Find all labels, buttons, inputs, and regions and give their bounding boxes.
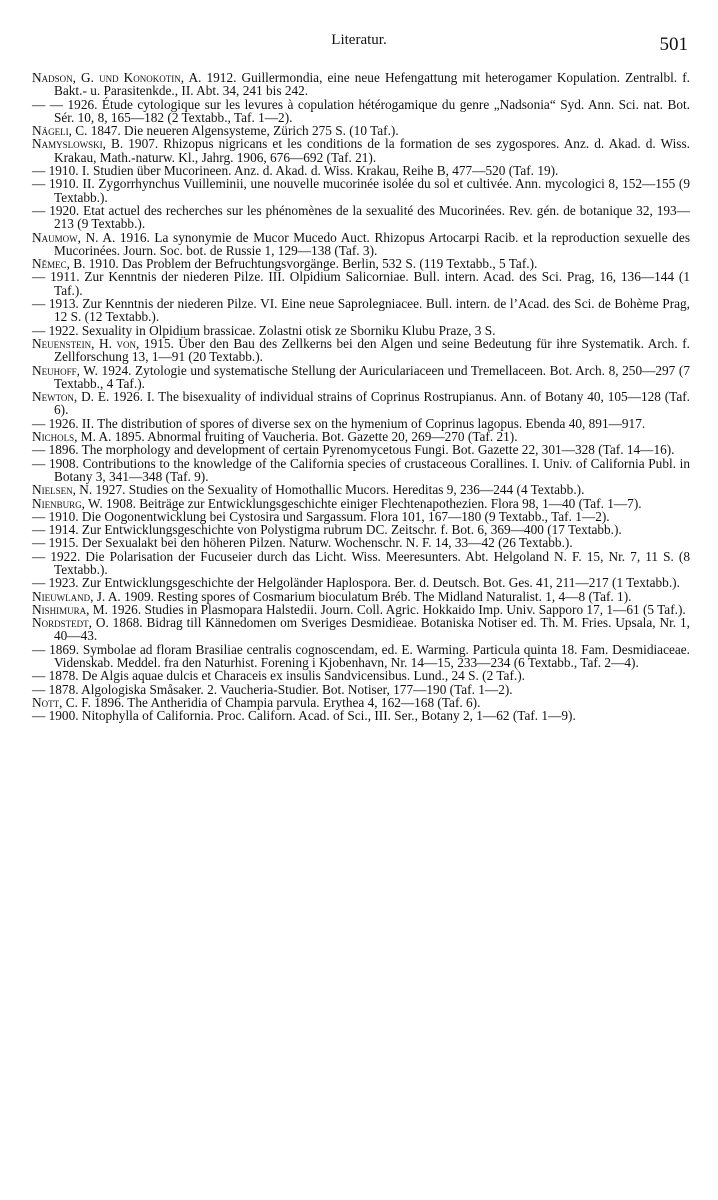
entry-text: — 1922. Sexuality in Olpidium brassicae. Zolastni otisk ze Sborniku Klubu Praze, 3 S. <box>32 322 496 338</box>
entry-text: — 1900. Nitophylla of California. Proc. Californ. Acad. of Sci., III. Ser., Botany 2, 1—62 (Taf. 1—9). <box>32 708 576 724</box>
entry-text: — 1911. Zur Kenntnis der niederen Pilze. III. Olpidium Salicorniae. Bull. intern. Acad. des Sci. Prag, 16, 136—144 (1 Taf.). <box>32 269 690 298</box>
bibliography-entry <box>32 430 690 443</box>
bibliography-entry <box>32 71 690 98</box>
bibliography-entry <box>32 510 690 523</box>
entry-author: Nieuwland, J. A. <box>32 588 121 604</box>
bibliography-entry <box>32 337 690 364</box>
bibliography-entry <box>32 576 690 589</box>
bibliography-entry <box>32 270 690 297</box>
bibliography-entry <box>32 98 690 125</box>
entry-text: — 1878. Algologiska Småsaker. 2. Vaucheria-Studier. Bot. Notiser, 177—190 (Taf. 1—2). <box>32 681 513 697</box>
bibliography-entry <box>32 457 690 484</box>
bibliography-entry <box>32 669 690 682</box>
running-header <box>0 30 718 54</box>
bibliography-entry <box>32 523 690 536</box>
entry-author: Nordstedt, O. <box>32 615 109 631</box>
entry-author: Nielsen, N. <box>32 482 93 498</box>
bibliography-entry <box>32 417 690 430</box>
entry-author: Naumow, N. A. <box>32 229 116 245</box>
entry-text: 1924. Zytologie und systematische Stellung der Auriculariaceen und Tremellaceen. Bot. Arch. 8, 250—297 (7 Textabb., 4 Taf.). <box>54 362 690 391</box>
entry-text: 1868. Bidrag till Kännedomen om Sveriges Desmidieae. Botaniska Notiser ed. Th. M. Fries. Upsala, Nr. 1, 40—43. <box>54 615 690 644</box>
page-number: 501 <box>659 34 688 55</box>
entry-author: Newton, D. E. <box>32 389 110 405</box>
entry-text: — 1920. Etat actuel des recherches sur les phénomènes de la sexualité des Mucorinées. Rev. gén. de botanique 32, 193—213 (9 Textabb.). <box>32 202 690 232</box>
entry-author: Nichols, M. A. <box>32 429 112 445</box>
bibliography-entry <box>32 390 690 417</box>
bibliography-entry <box>32 616 690 643</box>
bibliography-list <box>32 71 690 723</box>
bibliography-entry <box>32 550 690 577</box>
bibliography-entry <box>32 297 690 324</box>
bibliography-entry <box>32 536 690 549</box>
entry-text: — 1923. Zur Entwicklungsgeschichte der Helgoländer Haplospora. Ber. d. Deutsch. Bot. Ges. 41, 211—217 (1 Textabb.). <box>32 575 680 591</box>
entry-text: 1896. The Antheridia of Champia parvula. Erythea 4, 162—168 (Taf. 6). <box>90 694 481 710</box>
header-title: Literatur. <box>331 32 387 48</box>
entry-author: Namyslowski, B. <box>32 136 124 152</box>
entry-text: 1927. Studies on the Sexuality of Homothallic Mucors. Hereditas 9, 236—244 (4 Textabb.). <box>92 482 585 498</box>
entry-author: Neuhoff, W. <box>32 362 98 378</box>
entry-author: Nienburg, W. <box>32 495 103 511</box>
entry-text: — 1913. Zur Kenntnis der niederen Pilze. VI. Eine neue Saprolegniacee. Bull. intern. de l’Acad. des Sci. de Bohème Prag, 12 S. (12 Textabb.). <box>32 296 690 325</box>
bibliography-entry <box>32 483 690 496</box>
bibliography-entry <box>32 603 690 616</box>
entry-author: Nadson, G. und Konokotin, A. <box>32 70 202 85</box>
entry-text: — 1908. Contributions to the knowledge of the California species of crustaceous Corallines. I. Univ. of California Publ. in Botany 3, 341—348 (Taf. 9). <box>32 455 690 484</box>
bibliography-entry <box>32 324 690 337</box>
bibliography-entry <box>32 497 690 510</box>
entry-text: — 1914. Zur Entwicklungsgeschichte von Polystigma rubrum DC. Zeitschr. f. Bot. 6, 369—400 (17 Textabb.). <box>32 522 622 538</box>
entry-author: Nott, C. F. <box>32 694 91 710</box>
entry-text: — 1910. II. Zygorrhynchus Vuilleminii, une nouvelle mucorinée isolée du sol et cultivée. Ann. mycologici 8, 152—155 (9 Textabb.). <box>32 176 690 205</box>
bibliography-entry <box>32 683 690 696</box>
entry-text: 1895. Abnormal fruiting of Vaucheria. Bot. Gazette 20, 269—270 (Taf. 21). <box>111 429 518 445</box>
bibliography-entry <box>32 204 690 231</box>
entry-text: 1847. Die neueren Algensysteme, Zürich 275 S. (10 Taf.). <box>87 123 399 139</box>
entry-text: 1909. Resting spores of Cosmarium bioculatum Bréb. The Midland Naturalist. 1, 4—8 (Taf. 1). <box>120 588 632 604</box>
bibliography-entry <box>32 124 690 137</box>
entry-text: — 1878. De Algis aquae dulcis et Characeis ex insulis Sandvicensibus. Lund., 24 S. (2 Taf.). <box>32 668 525 684</box>
bibliography-entry <box>32 257 690 270</box>
bibliography-entry <box>32 443 690 456</box>
entry-text: 1907. Rhizopus nigricans et les conditions de la formation de ses zygospores. Anz. d. Akad. d. Wiss. Krakau, Math.-naturw. Kl., Jahrg. 1906, 676—692 (Taf. 21). <box>54 136 690 165</box>
entry-text: — 1915. Der Sexualakt bei den höheren Pilzen. Naturw. Wochenschr. N. F. 14, 33—42 (26 Textabb.). <box>32 535 573 551</box>
entry-text: — 1896. The morphology and development of certain Pyrenomycetous Fungi. Bot. Gazette 22, 301—328 (Taf. 14—16). <box>32 442 675 458</box>
bibliography-entry <box>32 364 690 391</box>
bibliography-entry <box>32 696 690 709</box>
entry-author: Nägeli, C. <box>32 123 88 139</box>
bibliography-entry <box>32 590 690 603</box>
bibliography-entry <box>32 164 690 177</box>
bibliography-entry <box>32 231 690 258</box>
entry-text: 1916. La synonymie de Mucor Mucedo Auct. Rhizopus Artocarpi Racib. et la reproduction sexuelle des Mucorinées. Journ. Soc. bot. de Russie 1, 129—138 (Taf. 3). <box>54 229 690 258</box>
entry-text: 1910. Das Problem der Befruchtungsvorgänge. Berlin, 532 S. (119 Textabb., 5 Taf.). <box>85 256 538 272</box>
entry-text: 1912. Guillermondia, eine neue Hefengattung mit heterogamer Kopulation. Zentralbl. f. Bakt.- u. Parasitenkde., II. Abt. 34, 241 bis 242. <box>54 70 690 99</box>
entry-text: — 1926. II. The distribution of spores of diverse sex on the hymenium of Coprinus lagopus. Ebenda 40, 891—917. <box>32 415 646 431</box>
bibliography-entry <box>32 137 690 164</box>
bibliography-entry <box>32 643 690 670</box>
entry-text: — 1910. Die Oogonentwicklung bei Cystosira und Sargassum. Flora 101, 167—180 (9 Textabb., Taf. 1—2). <box>32 508 610 524</box>
entry-text: — 1922. Die Polarisation der Fucuseier durch das Licht. Wiss. Meeresunters. Abt. Helgoland N. F. 15, Nr. 7, 11 S. (8 Textabb.). <box>32 548 690 577</box>
entry-author: Neuenstein, H. von, <box>32 335 140 351</box>
entry-text: — 1910. I. Studien über Mucorineen. Anz. d. Akad. d. Wiss. Krakau, Reihe B, 477—520 (Taf. 19). <box>32 163 559 179</box>
entry-text: — 1869. Symbolae ad floram Brasiliae centralis cognoscendam, ed. E. Warming. Particula quinta 18. Fam. Desmidiaceae. Videnskab. Meddel. fra den Naturhist. Forening i Kjobenhavn, Nr. 14—15, 233—234 (6 Textabb., Taf. 2—4). <box>32 641 690 671</box>
entry-text: 1926. I. The bisexuality of individual strains of Coprinus Rostrupianus. Ann. of Botany 40, 105—128 (Taf. 6). <box>54 389 690 418</box>
entry-author: Nishimura, M. <box>32 601 108 617</box>
bibliography-entry <box>32 177 690 204</box>
entry-text: 1926. Studies in Plasmopara Halstedii. Journ. Coll. Agric. Hokkaido Imp. Univ. Sapporo 17, 1—61 (5 Taf.). <box>107 601 686 617</box>
bibliography-entry <box>32 709 690 722</box>
entry-author: Němec, B. <box>32 256 86 272</box>
entry-text: 1915. Über den Bau des Zellkerns bei den Algen und seine Bedeutung für ihre Systematik. Arch. f. Zellforschung 13, 1—91 (20 Textabb.). <box>54 335 690 365</box>
entry-text: — — 1926. Étude cytologique sur les levures à copulation hétérogamique du genre „Nadsonia“ Syd. Ann. Sci. nat. Bot. Sér. 10, 8, 165—182 (2 Textabb., Taf. 1—2). <box>32 96 690 125</box>
entry-text: 1908. Beiträge zur Entwicklungsgeschichte einiger Flechtenapothezien. Flora 98, 1—40 (Taf. 1—7). <box>102 495 642 511</box>
